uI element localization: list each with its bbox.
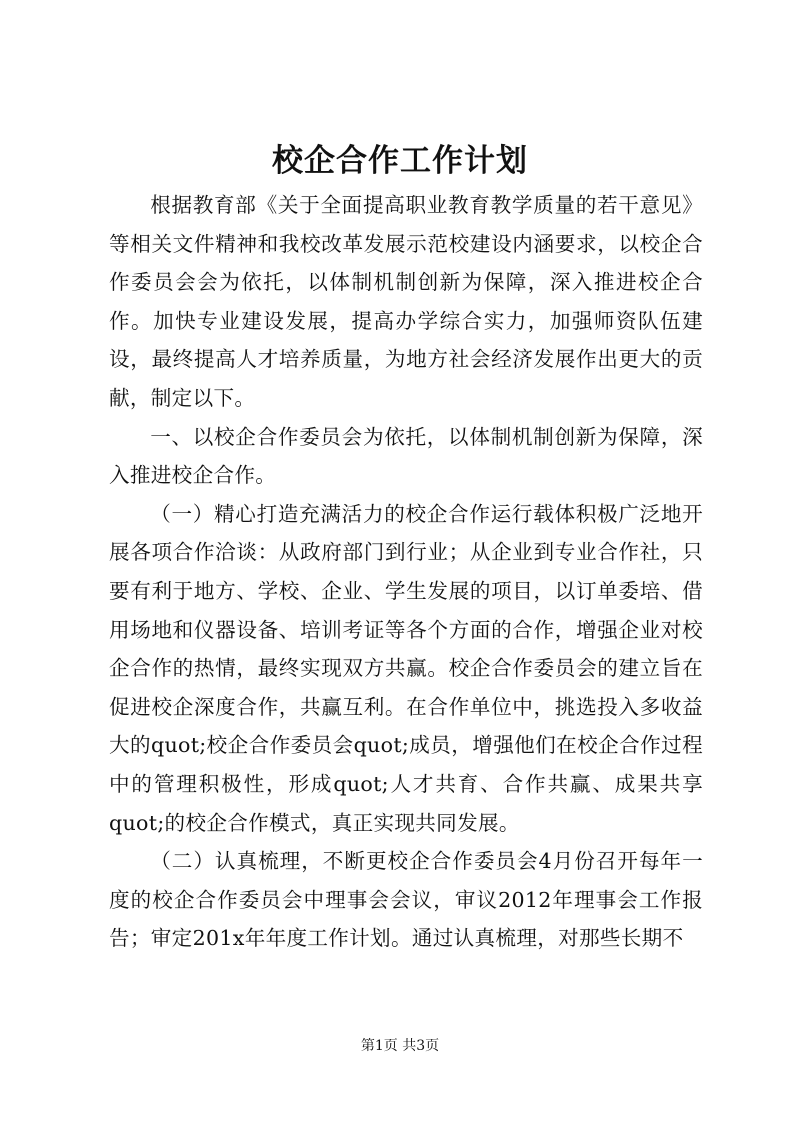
document-body: [109, 186, 703, 958]
paragraph-section-1-heading: 一、以校企合作委员会为依托，以体制机制创新为保障，深入推进校企合作。: [109, 424, 703, 488]
page-footer: 第1页 共3页: [360, 1038, 440, 1054]
paragraph-subsection-1: （一）精心打造充满活力的校企合作运行载体积极广泛地开展各项合作洽谈：从政府部门到行业；从企业到专业合作社，只要有利于地方、学校、企业、学生发展的项目，以订单委培、借用场地和仪器设备、培训考证等各个方面的合作，增强企业对校企合作的热情，最终实现双方共赢。校企合作委员会的建立旨在促进校企深度合作，共赢互利。在合作单位中，挑选投入多收益大的quot;校企合作委员会quot;成员，增强他们在校企合作过程中的管理积极性，形成quot;人才共育、合作共赢、成果共享quot;的校企合作模式，真正实现共同发展。: [109, 501, 703, 835]
document-title: 校企合作工作计划: [272, 143, 528, 179]
paragraph-subsection-2: （二）认真梳理，不断更校企合作委员会4月份召开每年一度的校企合作委员会中理事会会议，审议2012年理事会工作报告；审定201x年年度工作计划。通过认真梳理，对那些长期不: [109, 849, 703, 951]
paragraph-intro: 根据教育部《关于全面提高职业教育教学质量的若干意见》等相关文件精神和我校改革发展示范校建设内涵要求，以校企合作委员会会为依托，以体制机制创新为保障，深入推进校企合作。加快专业建设发展，提高办学综合实力，加强师资队伍建设，最终提高人才培养质量，为地方社会经济发展作出更大的贡献，制定以下。: [109, 193, 703, 410]
